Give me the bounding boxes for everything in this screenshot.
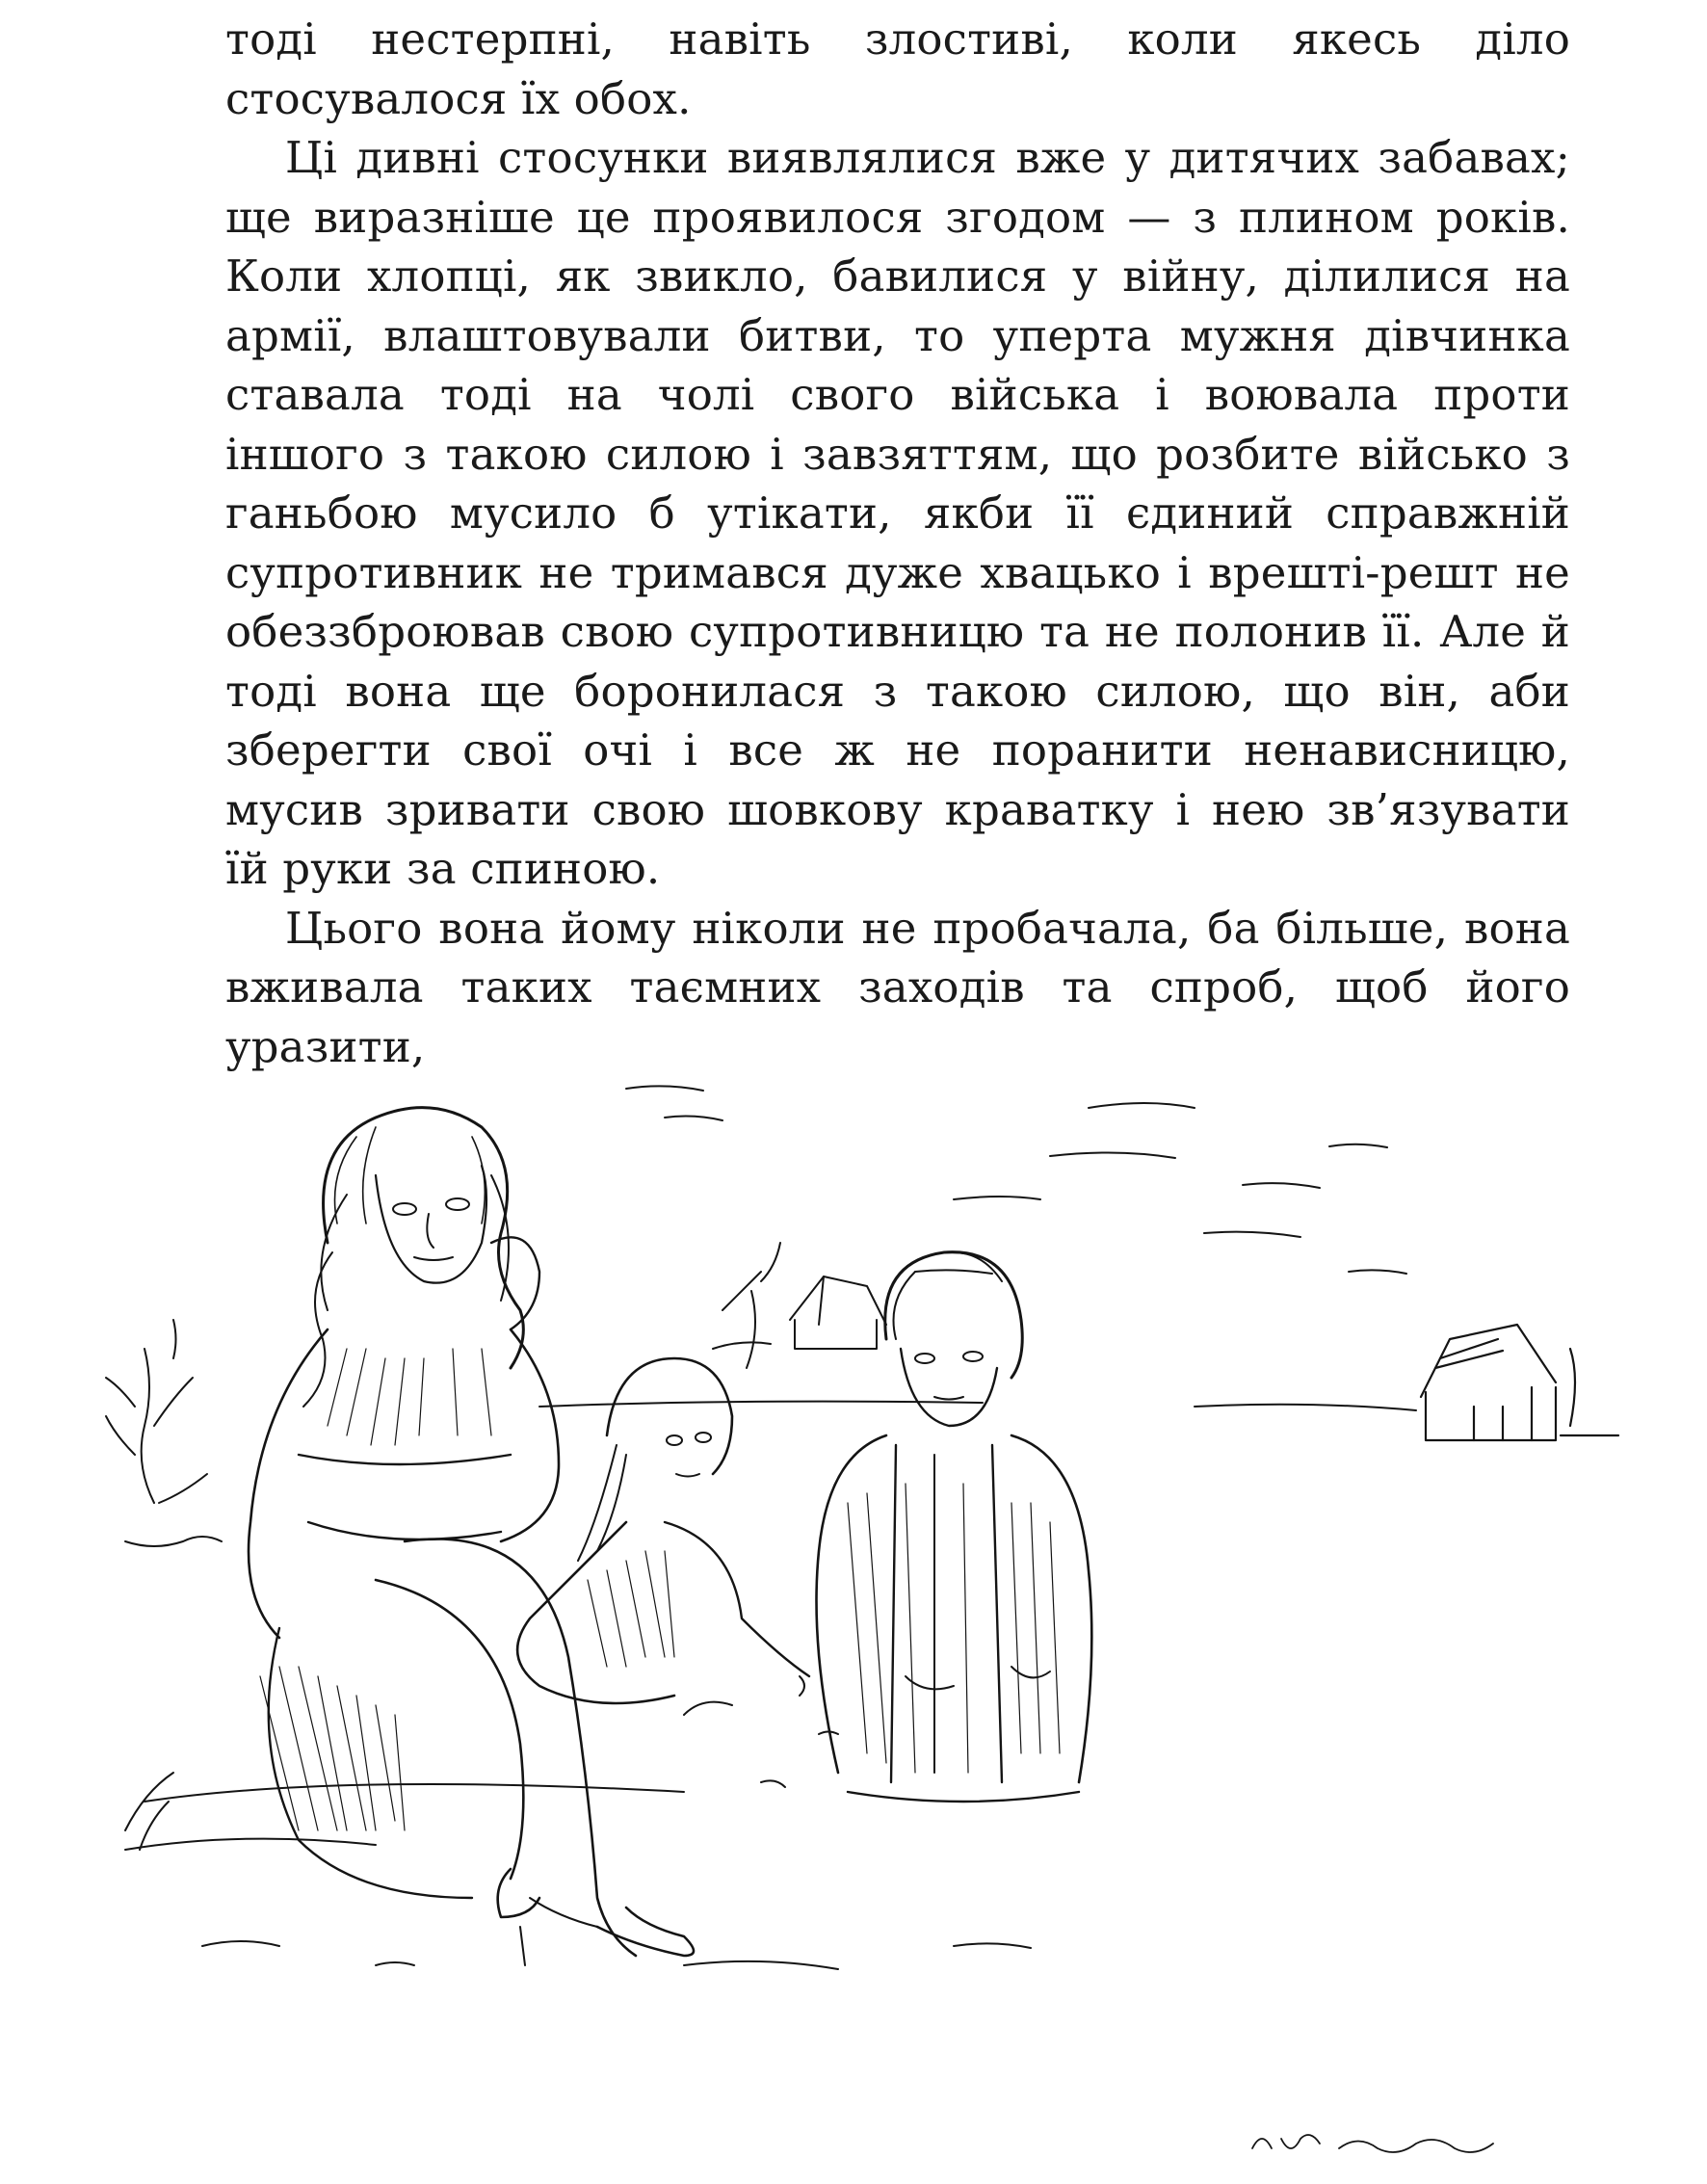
woman-figure bbox=[249, 1108, 694, 1965]
ground-lines bbox=[125, 1402, 1416, 1969]
artist-signature bbox=[1252, 2135, 1493, 2152]
body-text bbox=[225, 10, 1570, 1076]
house-right bbox=[1421, 1325, 1618, 1440]
boy-figure bbox=[817, 1252, 1092, 1802]
bush-left bbox=[106, 1320, 222, 1850]
tree-middle bbox=[713, 1243, 780, 1368]
paragraph: Ці дивні стосунки виявлялися вже у дитячих забавах; ще виразніше це проявилося згодом — з плином років. Коли хлопці, як звикло, бавилися у війну, ділилися на армії, влаштовували битви, то уперта мужня дівчинка ставала тоді на чолі свого війська і воювала проти іншого з такою силою і завзяттям, що розбите військо з ганьбою мусило б утікати, якби її єдиний справжній супротивник не тримався дуже хвацько і врешті-решт не обеззброював свою супротивницю та не полонив її. Але й тоді вона ще боронилася з такою силою, що він, аби зберегти свої очі і все ж не поранити ненависницю, мусив зривати свою шовкову краватку і нею зв’язувати їй руки за спиною. bbox=[225, 132, 1570, 894]
sketch-drawing bbox=[87, 1002, 1667, 2177]
girl-figure bbox=[517, 1358, 838, 1787]
paragraph: Цього вона йому ніколи не пробачала, ба більше, вона вживала таких таємних заходів та спроб, щоб його уразити, bbox=[225, 902, 1570, 1072]
ink-illustration bbox=[87, 1002, 1667, 2177]
paragraph: тоді нестерпні, навіть злостиві, коли якесь діло стосувалося їх обох. bbox=[225, 13, 1570, 124]
house-distant bbox=[790, 1276, 886, 1349]
sky-strokes bbox=[626, 1086, 1406, 1274]
